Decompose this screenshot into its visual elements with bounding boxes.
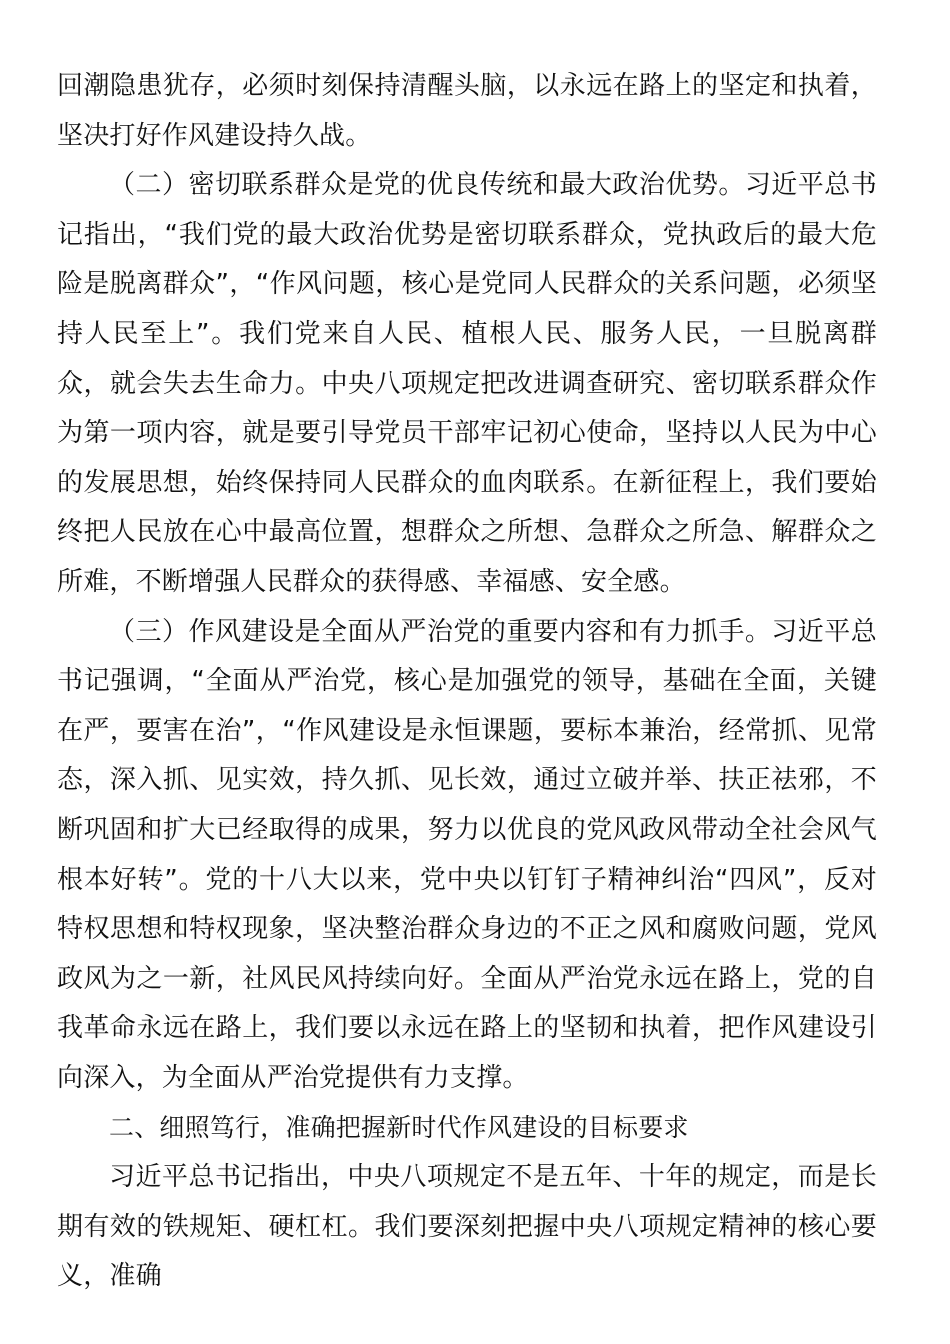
section-heading-two: 二、细照笃行，准确把握新时代作风建设的目标要求 [109, 1113, 689, 1143]
paragraph-after-heading: 习近平总书记指出，中央八项规定不是五年、十年的规定，而是长期有效的铁规矩、硬杠杠。我们要深刻把握中央八项规定精神的核心要义，准确 [57, 1162, 877, 1292]
paragraph-section-three: （三）作风建设是全面从严治党的重要内容和有力抓手。习近平总书记强调，“全面从严治党，核心是加强党的领导，基础在全面，关键在严，要害在治”，“作风建设是永恒课题，要标本兼治，经常抓、见常态，深入抓、见实效，持久抓、见长效，通过立破并举、扶正祛邪，不断巩固和扩大已经取得的成果，努力以优良的党风政风带动全社会风气根本好转”。党的十八大以来，党中央以钉钉子精神纠治“四风”，反对特权思想和特权现象，坚决整治群众身边的不正之风和腐败问题，党风政风为之一新，社风民风持续向好。全面从严治党永远在路上，党的自我革命永远在路上，我们要以永远在路上的坚韧和执着，把作风建设引向深入，为全面从严治党提供有力支撑。 [57, 616, 877, 1093]
paragraph-continuation: 回潮隐患犹存，必须时刻保持清醒头脑，以永远在路上的坚定和执着，坚决打好作风建设持久战。 [57, 71, 877, 151]
document-body [57, 62, 877, 1302]
paragraph-section-two: （二）密切联系群众是党的优良传统和最大政治优势。习近平总书记指出，“我们党的最大政治优势是密切联系群众，党执政后的最大危险是脱离群众”，“作风问题，核心是党同人民群众的关系问题，必须坚持人民至上”。我们党来自人民、植根人民、服务人民，一旦脱离群众，就会失去生命力。中央八项规定把改进调查研究、密切联系群众作为第一项内容，就是要引导党员干部牢记初心使命，坚持以人民为中心的发展思想，始终保持同人民群众的血肉联系。在新征程上，我们要始终把人民放在心中最高位置，想群众之所想、急群众之所急、解群众之所难，不断增强人民群众的获得感、幸福感、安全感。 [57, 170, 877, 597]
